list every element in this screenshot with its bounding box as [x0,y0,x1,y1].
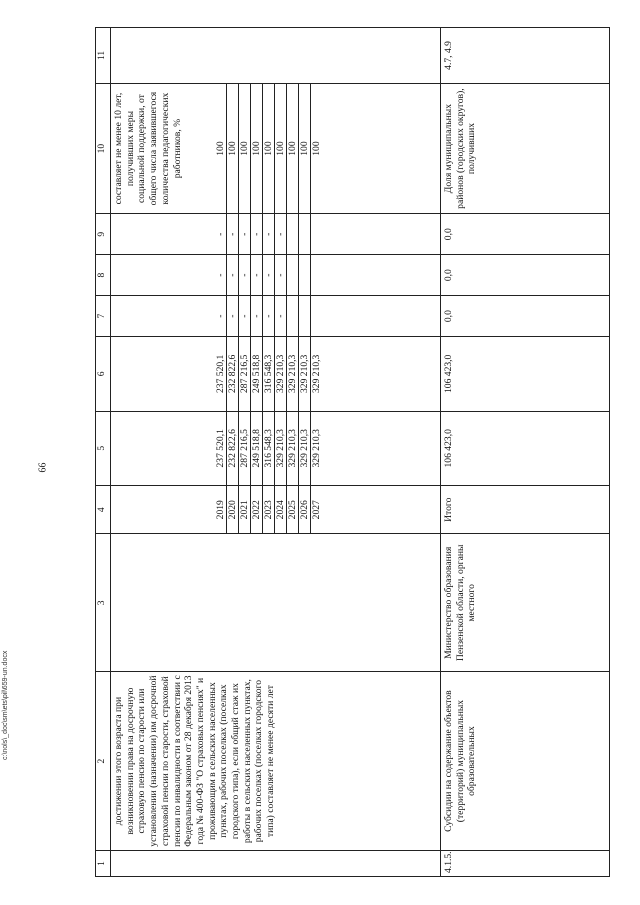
list-item: 100 [287,84,299,213]
list-item [287,214,299,254]
list-item: 100 [263,84,275,213]
year-cell [111,486,441,534]
amount-cell: 0,0 [441,255,610,296]
list-item: 100 [299,84,311,213]
list-item: - [275,296,287,336]
header-cell: 8 [96,255,111,296]
table-row [441,28,610,877]
list-item: - [227,214,239,254]
indicator-cell: Доля муниципальных районов (городских округов), получивших [441,83,610,213]
reference-cell: 4.7, 4.9 [441,28,610,84]
list-item: 100 [215,84,227,213]
list-item: 2021 [239,486,251,533]
header-cell: 1 [96,850,111,876]
amount-cell [111,296,441,337]
year-cell: Итого [441,486,610,534]
list-item [311,255,322,295]
list-item: - [239,214,251,254]
row-number-cell [111,850,441,876]
list-item: - [251,296,263,336]
header-cell: 7 [96,296,111,337]
list-item: 287 216,5 [239,337,251,410]
amount-cell: 106 423,0 [441,337,610,411]
list-item: 100 [275,84,287,213]
header-cell: 3 [96,534,111,672]
executor-cell [111,534,441,672]
list-item: 100 [227,84,239,213]
executor-cell: Министерство образования Пензенской области, органы местного [441,534,610,672]
list-item: - [275,255,287,295]
list-item [311,296,322,336]
list-item [299,255,311,295]
list-item: 329 210,3 [275,337,287,410]
amount-cell [111,214,441,255]
list-item: - [227,296,239,336]
amount-cell: 0,0 [441,296,610,337]
description-cell: Субсидии на содержание объектов (территорий) муниципальных образовательных [441,672,610,851]
header-cell: 2 [96,672,111,851]
list-item: 329 210,3 [275,412,287,485]
amount-cell: 106 423,0 [441,411,610,485]
list-item: 2027 [311,500,322,520]
list-item: 329 210,3 [287,412,299,485]
header-cell: 5 [96,411,111,485]
list-item: 2019 [215,486,227,533]
list-item: 232 822,6 [227,412,239,485]
amount-cell [111,255,441,296]
list-item: 316 548,3 [263,412,275,485]
list-item [311,214,322,254]
list-item: 237 520,1 [215,412,227,485]
list-item: 329 210,3 [299,412,311,485]
reference-cell [111,28,441,84]
list-item: 232 822,6 [227,337,239,410]
amount-cell [111,411,441,485]
list-item: 237 520,1 [215,337,227,410]
header-cell: 11 [96,28,111,84]
list-item: 100 [251,84,263,213]
list-item: 2022 [251,486,263,533]
list-item: 316 548,3 [263,337,275,410]
header-cell: 4 [96,486,111,534]
list-item: 287 216,5 [239,412,251,485]
amount-cell: 0,0 [441,214,610,255]
list-item: - [227,255,239,295]
row-number-cell: 4.1.5. [441,850,610,876]
list-item: 2026 [299,486,311,533]
rotated-table-wrapper [95,27,610,877]
list-item: - [251,214,263,254]
indicator-text: составляет не менее 10 лет, получивших меры социальной поддержки, от общего числа заявившегося количества педагогических работников, % [113,91,183,206]
header-row [96,28,111,877]
list-item: 329 210,3 [311,354,322,394]
list-item: - [263,214,275,254]
list-item: 329 210,3 [299,337,311,410]
list-item: 249 518,8 [251,337,263,410]
header-cell: 9 [96,214,111,255]
list-item: - [215,296,227,336]
list-item: 249 518,8 [251,412,263,485]
list-item: - [215,214,227,254]
list-item: 2020 [227,486,239,533]
list-item: 2025 [287,486,299,533]
list-item: - [263,255,275,295]
list-item [287,255,299,295]
list-item: 2023 [263,486,275,533]
amount-cell [111,337,441,411]
file-path: c:\nols\_doc\sm\ets\pil\659-un.docx [2,650,9,760]
list-item: - [263,296,275,336]
list-item: - [215,255,227,295]
list-item: - [275,214,287,254]
data-table [95,27,610,877]
list-item: - [239,296,251,336]
list-item: 2024 [275,486,287,533]
list-item: 100 [239,84,251,213]
header-cell: 10 [96,83,111,213]
header-cell: 6 [96,337,111,411]
list-item: 329 210,3 [287,337,299,410]
list-item: 100 [311,141,322,156]
page-number: 99 [35,462,47,473]
table-row [111,28,441,877]
indicator-cell [111,83,441,213]
list-item [299,214,311,254]
list-item: - [251,255,263,295]
list-item [299,296,311,336]
description-cell: достижении этого возраста при возникновении права на досрочную страховую пенсию по старости или установлении (назначении) им досрочной страховой пенсии по старости, страховой пенсии по инвалидности в соответствии с Федеральным законом от 28 декабря 2013 года № 400-ФЗ "О страховых пенсиях" и проживающим в сельских населенных пунктах, рабочих поселках (поселках городского типа), если общий стаж их работы в сельских населенных пунктах, рабочих поселках (поселках городского типа) составляет не менее десяти лет [111,672,441,851]
list-item: - [239,255,251,295]
list-item [287,296,299,336]
list-item: 329 210,3 [311,429,322,468]
